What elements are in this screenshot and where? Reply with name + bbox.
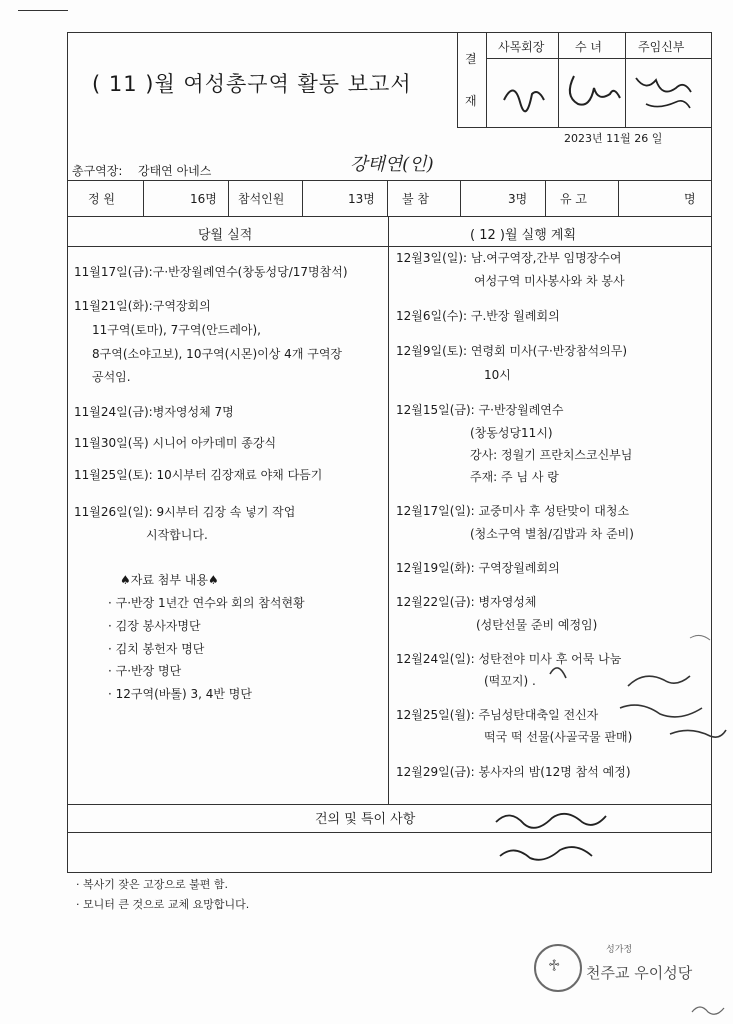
approval-label-bottom: 재 [465, 94, 477, 108]
stats-top [67, 180, 712, 181]
remarks-handwriting [490, 800, 630, 870]
right-line: 12월6일(수): 구.반장 월례회의 [396, 309, 560, 323]
left-line: 공석임. [92, 370, 131, 384]
right-line: 주재: 주 님 사 랑 [470, 470, 559, 484]
right-line: 12월22일(금): 병자영성체 [396, 595, 537, 609]
remark-item: · 복사기 잦은 고장으로 불편 함. [76, 878, 228, 891]
remarks-header: 건의 및 특이 사항 [315, 812, 416, 827]
remark-item: · 모니터 큰 것으로 교체 요망합니다. [76, 898, 250, 911]
right-line: 여성구역 미사봉사와 차 봉사 [474, 274, 625, 288]
approval-left [457, 32, 458, 127]
left-line: 11월26일(일): 9시부터 김장 속 넣기 작업 [74, 505, 296, 519]
stats-div-4 [387, 180, 388, 216]
report-date: 2023년 11월 26 일 [564, 132, 663, 145]
approval-signatures [486, 58, 711, 127]
corner-mark [18, 10, 68, 11]
approval-label-top: 결 [465, 52, 477, 66]
right-line: 12월17일(일): 교중미사 후 성탄맞이 대청소 [396, 504, 630, 518]
right-line: 10시 [484, 368, 511, 382]
stats-div-5 [460, 180, 461, 216]
attach-item: · 김치 봉헌자 명단 [108, 642, 205, 656]
approval-role-3: 주임신부 [638, 40, 685, 54]
right-line: (성탄선물 준비 예정임) [476, 618, 598, 632]
left-line: 11월21일(화):구역장회의 [74, 299, 211, 313]
page-title: ( 11 )월 여성총구역 활동 보고서 [92, 72, 412, 96]
column-divider [388, 216, 389, 804]
leader-label: 총구역장: [72, 164, 123, 178]
right-line: (떡꼬지) . [484, 674, 536, 688]
footer-small: 성가정 [606, 945, 633, 955]
approval-role-1: 사목회장 [498, 40, 545, 54]
right-line: (청소구역 별첨/김밥과 차 준비) [470, 527, 634, 541]
attend-value: 13명 [348, 192, 375, 206]
corner-scribble [688, 998, 728, 1020]
right-line: 12월19일(화): 구역장월례회의 [396, 561, 560, 575]
excused-value: 명 [684, 192, 696, 206]
left-line: 시작합니다. [146, 528, 208, 542]
seal-symbol-icon: ♱ [548, 956, 561, 975]
right-line: 12월29일(금): 봉사자의 밤(12명 참석 예정) [396, 765, 631, 779]
attach-item: · 김장 봉사자명단 [108, 619, 201, 633]
absent-value: 3명 [508, 192, 528, 206]
right-line: (창동성당11시) [470, 426, 553, 440]
frame-top [67, 32, 712, 33]
right-line: 12월9일(토): 연령회 미사(구·반장참석의무) [396, 344, 627, 358]
left-line: 11월25일(토): 10시부터 김장재료 야채 다듬기 [74, 468, 323, 482]
right-header: ( 12 )월 실행 계획 [470, 228, 577, 243]
stats-div-2 [228, 180, 229, 216]
attach-title: ♠자료 첨부 내용♠ [120, 573, 219, 587]
left-header: 당월 실적 [198, 228, 253, 243]
handwritten-notes [540, 630, 730, 750]
left-line: 11구역(토마), 7구역(안드레아), [92, 323, 261, 337]
stats-div-6 [545, 180, 546, 216]
left-line: 8구역(소야고보), 10구역(시몬)이상 4개 구역장 [92, 347, 342, 361]
column-header-line [67, 246, 712, 247]
right-line: 떡국 떡 선물(사골국물 판매) [484, 730, 633, 744]
attach-item: · 12구역(바톨) 3, 4반 명단 [108, 687, 252, 701]
stats-div-3 [302, 180, 303, 216]
frame-bottom [67, 872, 712, 873]
approval-bottom [457, 127, 711, 128]
right-line: 12월24일(일): 성탄전야 미사 후 어묵 나눔 [396, 652, 622, 666]
leader-signature: 강태연(인) [350, 154, 434, 175]
members-label: 정 원 [88, 192, 115, 206]
stats-div-1 [143, 180, 144, 216]
right-line: 12월3일(일): 남.여구역장,간부 임명장수여 [396, 251, 622, 265]
attach-item: · 구·반장 1년간 연수와 회의 참석현황 [108, 596, 305, 610]
attend-label: 참석인원 [238, 192, 285, 206]
left-line: 11월24일(금):병자영성체 7명 [74, 405, 234, 419]
attach-item: · 구·반장 명단 [108, 664, 182, 678]
frame-left [67, 32, 68, 872]
right-line: 12월25일(월): 주님성탄대축일 전신자 [396, 708, 599, 722]
footer-org: 천주교 우이성당 [586, 964, 693, 982]
leader-name: 강태연 아네스 [138, 164, 212, 178]
stats-bottom [67, 216, 712, 217]
left-line: 11월30일(목) 시니어 아카데미 종강식 [74, 436, 277, 450]
absent-label: 불 참 [402, 192, 429, 206]
excused-label: 유 고 [560, 192, 587, 206]
right-line: 강사: 정월기 프란치스코신부님 [470, 448, 633, 462]
right-line: 12월15일(금): 구·반장월례연수 [396, 403, 564, 417]
approval-role-2: 수 녀 [575, 40, 602, 54]
left-line: 11월17일(금):구·반장월례연수(창동성당/17명참석) [74, 265, 348, 279]
stats-div-7 [618, 180, 619, 216]
members-value: 16명 [190, 192, 217, 206]
